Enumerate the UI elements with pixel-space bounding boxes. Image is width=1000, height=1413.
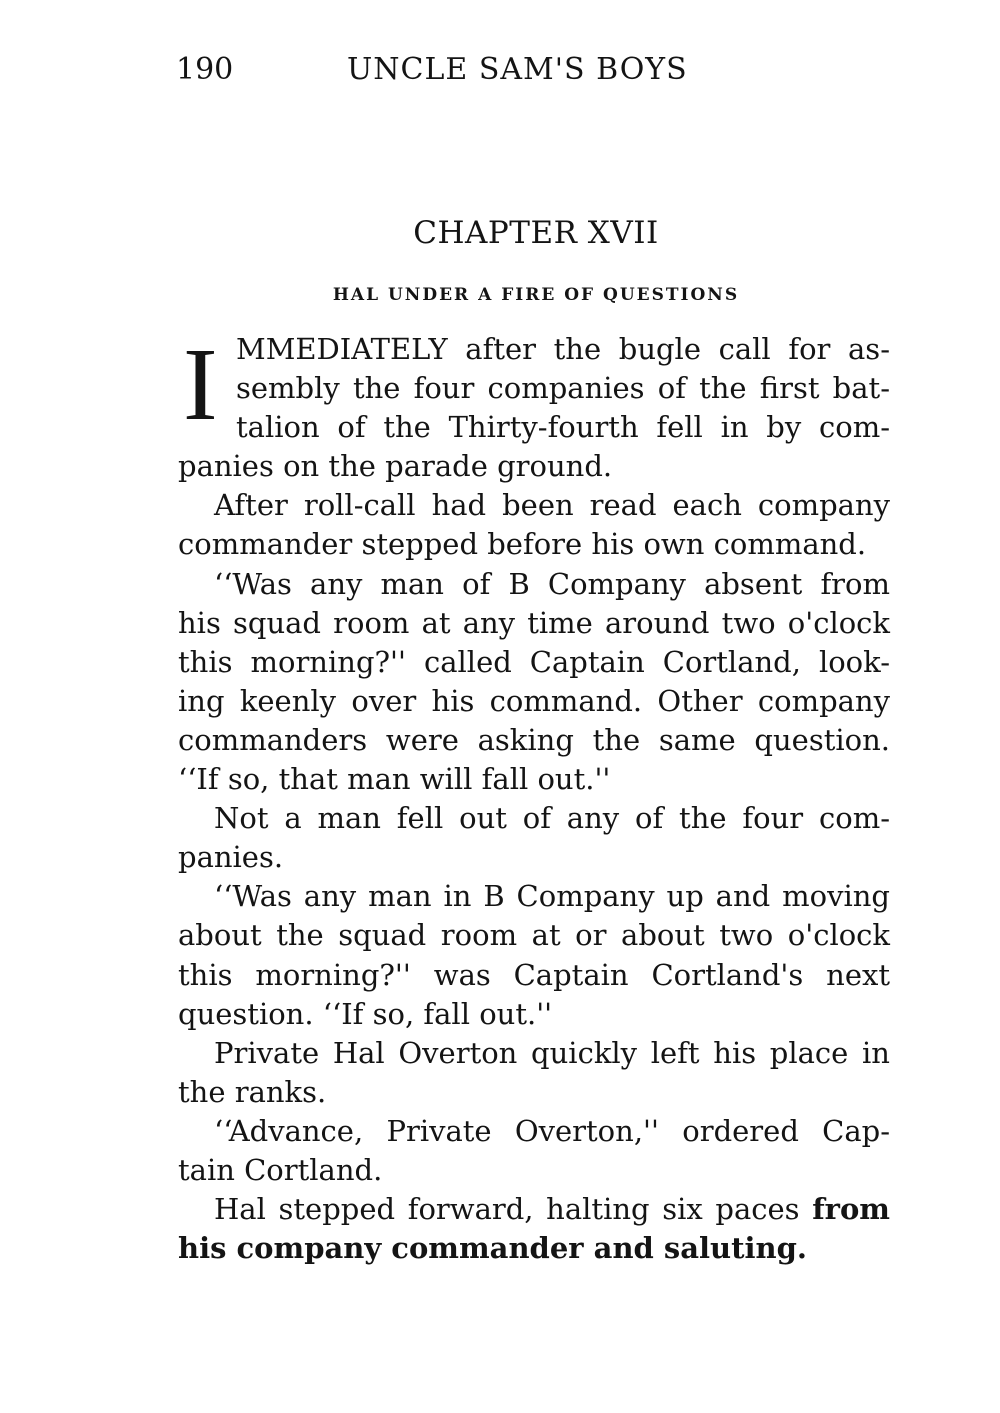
text-line: about the squad room at or about two o'clock — [178, 918, 890, 953]
text-line: commander stepped before his own command. — [178, 527, 867, 562]
text-line: ‘‘Advance, Private Overton,'' ordered Cap- — [214, 1113, 890, 1148]
running-title: UNCLE SAM'S BOYS — [347, 52, 688, 87]
bold-segment: from — [812, 1192, 890, 1227]
text-line: tain Cortland. — [178, 1152, 383, 1187]
text-line: MMEDIATELY after the bugle call for as- — [236, 332, 890, 366]
text-line: his company commander and saluting. — [178, 1231, 807, 1266]
text-line: ‘‘Was any man in B Company up and moving — [214, 879, 890, 914]
text-line: sembly the four companies of the first bat- — [236, 371, 890, 406]
text-line: question. ‘‘If so, fall out.'' — [178, 996, 553, 1031]
text-line: ing keenly over his command. Other company — [178, 683, 890, 718]
chapter-heading: CHAPTER XVII — [413, 215, 659, 251]
text-line: his squad room at any time around two o'clock — [178, 605, 890, 640]
text-line: this morning?'' called Captain Cortland, look- — [178, 644, 890, 679]
chapter-subtitle: HAL UNDER A FIRE OF QUESTIONS — [332, 285, 740, 305]
text-line — [178, 1190, 890, 1229]
text-line: After roll-call had been read each company — [214, 488, 890, 523]
text-line: Private Hal Overton quickly left his place in — [214, 1035, 890, 1070]
text-line: the ranks. — [178, 1074, 327, 1109]
text-line: ‘‘If so, that man will fall out.'' — [178, 762, 611, 797]
text-line: this morning?'' was Captain Cortland's next — [178, 957, 890, 992]
text-line: commanders were asking the same question. — [178, 722, 890, 757]
text-line: talion of the Thirty-fourth fell in by com- — [236, 410, 890, 445]
page-number: 190 — [176, 52, 234, 87]
text-line: panies. — [178, 840, 284, 875]
text-line: panies on the parade ground. — [178, 449, 613, 484]
text-line: ‘‘Was any man of B Company absent from — [214, 566, 890, 601]
text-line: Not a man fell out of any of the four com- — [214, 801, 890, 836]
text-segment: Hal stepped forward, halting six paces — [214, 1192, 813, 1227]
drop-cap: I — [183, 327, 218, 442]
body-text — [178, 327, 890, 1268]
